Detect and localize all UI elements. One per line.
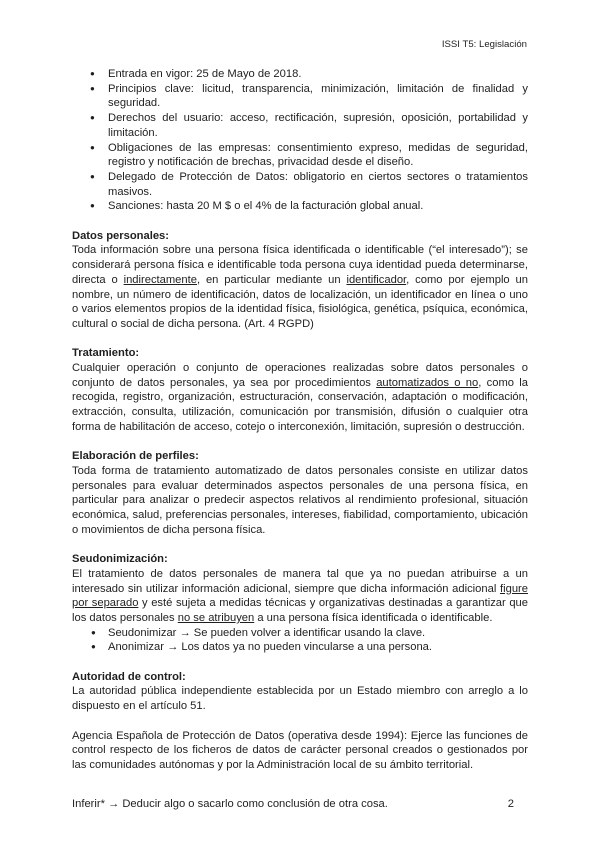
section-title: Seudonimización: <box>72 553 168 566</box>
list-item-label: Entrada en vigor: <box>108 68 194 80</box>
list-item-text: acceso, rectificación, supresión, oposición, portabilidad y limitación. <box>108 112 529 139</box>
text-run: , como la recogida, registro, organización, estructuración, conservación, adaptación o modificación, extracción, consulta, utilización, comunicación por transmisión, difusión o cualquier otra forma de habilitación de acceso, cotejo o interconexión, limitación, supresión o destrucción. <box>72 376 528 433</box>
list-item-label: Sanciones: <box>108 200 164 213</box>
list-item-text: 25 de Mayo de 2018. <box>193 68 302 80</box>
list-item-text: consentimiento expreso, medidas de seguridad, registro y notificación de brechas, privacidad desde el diseño. <box>108 141 528 169</box>
section-autoridad-control <box>72 670 528 773</box>
text-run: Toda información sobre una persona física identificada o identificable (“el interesado”); se considerará persona física e identificable toda persona cuya identidad pueda determinarse, directa o <box>72 244 528 286</box>
page-content <box>72 67 528 773</box>
list-item <box>72 199 528 214</box>
list-item-label: Principios clave: <box>108 82 194 95</box>
list-item <box>72 141 528 170</box>
section-title: Datos personales: <box>72 229 169 242</box>
text-run: y esté sujeta a medidas técnicas y organizativas destinadas a garantizar que los datos personales <box>72 597 528 624</box>
list-item-label: Derechos del usuario: <box>108 112 224 125</box>
list-item-label: Delegado de Protección de Datos: <box>108 170 288 183</box>
underlined-text: indirectamente <box>123 273 197 286</box>
list-item-text: hasta 20 M $ o el 4% de la facturación global anual. <box>163 200 424 213</box>
section-paragraph: La autoridad pública independiente establecida por un Estado miembro con arreglo a lo dispuesto en el artículo 51. <box>72 685 528 713</box>
list-item <box>72 82 528 111</box>
list-item <box>72 170 528 199</box>
underlined-text: figure por separado <box>72 582 528 610</box>
section-title: Tratamiento: <box>72 347 140 360</box>
page-number: 2 <box>507 798 514 810</box>
section-paragraph <box>72 361 528 435</box>
underlined-text: automatizados o no <box>376 376 479 389</box>
section-datos-personales <box>72 229 528 332</box>
list-item: ● Anonimizar → Los datos ya no pueden vincularse a una persona. <box>72 640 528 655</box>
section-paragraph: Toda forma de tratamiento automatizado de datos personales consiste en utilizar datos personales para evaluar determinados aspectos personales de una persona física, en particular para analizar o predecir aspectos relativos al rendimiento profesional, situación económica, salud, preferencias personales, intereses, fiabilidad, comportamiento, ubicación o movimientos de dicha persona física. <box>72 464 528 536</box>
list-item-text: licitud, transparencia, minimización, limitación de finalidad y seguridad. <box>108 82 528 110</box>
seudonimizacion-list <box>72 626 528 655</box>
text-run: , como por ejemplo un nombre, un número de identificación, datos de localización, un identificador en línea o uno o varios elementos propios de la identidad física, fisiológica, genética, psíquica, económica, cultural o social de dicha persona. (Art. 4 RGPD) <box>72 273 528 330</box>
underlined-text: identificador <box>346 273 407 286</box>
underlined-text: no se atribuyen <box>177 611 255 624</box>
key-points-list <box>72 67 528 214</box>
footnote: Inferir* → Deducir algo o sacarlo como conclusión de otra cosa. <box>72 798 388 810</box>
list-item <box>72 67 528 82</box>
text-run: El tratamiento de datos personales de manera tal que ya no puedan atribuirse a un interesado sin utilizar información adicional, siempre que dicha información adicional <box>72 567 528 595</box>
list-item-label: Obligaciones de las empresas: <box>108 141 271 154</box>
text-run: a una persona física identificada o identificable. <box>254 611 493 624</box>
section-paragraph <box>72 567 528 626</box>
section-tratamiento <box>72 346 528 434</box>
text-run: , en particular mediante un <box>196 273 347 286</box>
text-run: Cualquier operación o conjunto de operaciones realizadas sobre datos personales o conjunto de datos personales, ya sea por procedimientos <box>72 362 528 389</box>
section-title: Elaboración de perfiles: <box>72 450 199 463</box>
section-paragraph <box>72 243 528 331</box>
section-seudonimizacion <box>72 552 528 655</box>
section-paragraph: Agencia Española de Protección de Datos (operativa desde 1994): Ejerce las funciones de control respecto de los ficheros de datos de carácter personal creados o gestionados por las comunidades autónomas y por la Administración local de su ámbito territorial. <box>72 729 528 771</box>
page-header: ISSI T5: Legislación <box>441 39 527 50</box>
list-item <box>72 111 528 140</box>
section-title: Autoridad de control: <box>72 670 186 683</box>
list-item: ● Seudonimizar → Se pueden volver a identificar usando la clave. <box>72 626 528 641</box>
section-elaboracion-perfiles <box>72 449 528 537</box>
list-item-text: obligatorio en ciertos sectores o tratamientos masivos. <box>108 170 528 198</box>
